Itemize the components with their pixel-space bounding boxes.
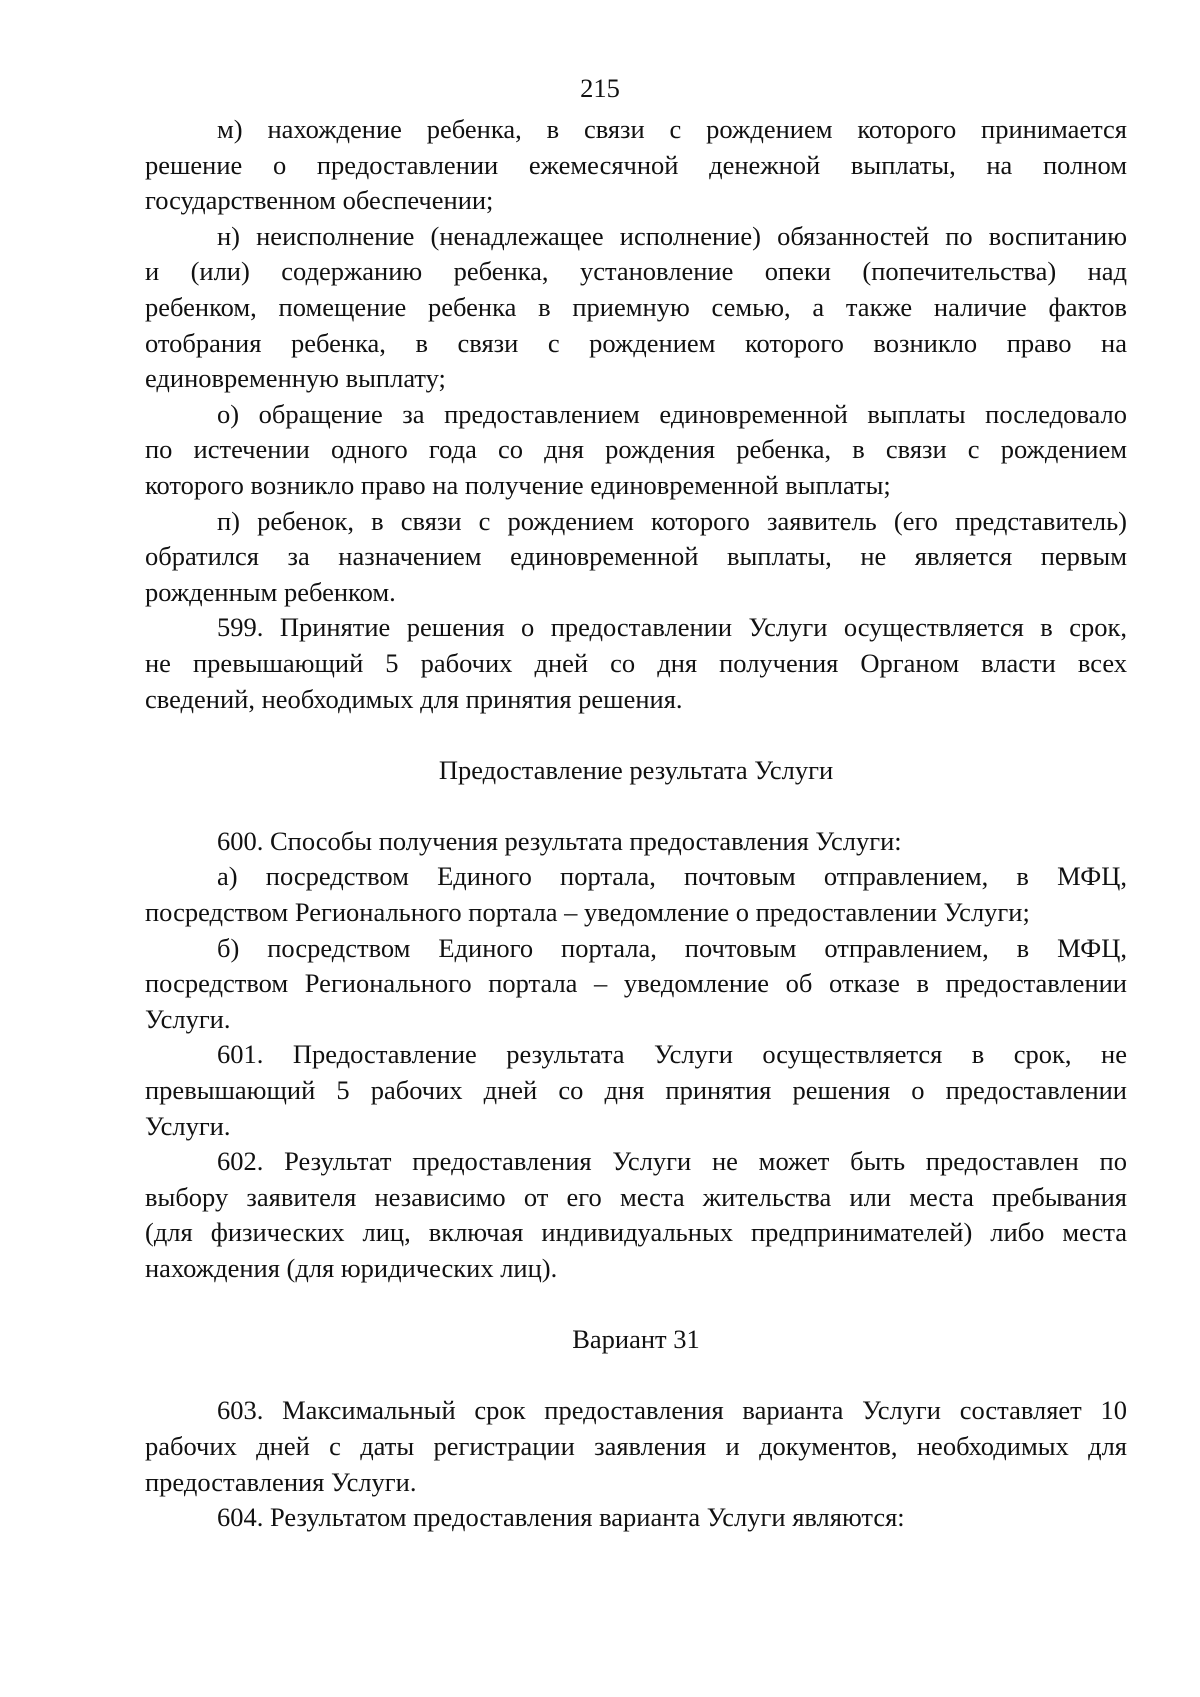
paragraph-line: отобрания ребенка, в связи с рождением которого возникло право на — [145, 327, 1127, 358]
document-body — [145, 112, 1127, 1536]
spacer — [145, 788, 1127, 824]
paragraph-line: выбору заявителя независимо от его места жительства или места пребывания — [145, 1181, 1127, 1212]
paragraph-line: посредством Регионального портала – уведомление о предоставлении Услуги; — [145, 897, 1030, 928]
paragraph — [145, 1500, 1127, 1536]
paragraph — [145, 824, 1127, 860]
section-heading — [145, 717, 1127, 824]
paragraph-line: единовременную выплату; — [145, 363, 446, 394]
paragraph-line: предоставления Услуги. — [145, 1466, 417, 1497]
heading-text: Предоставление результата Услуги — [438, 754, 834, 785]
paragraph — [145, 931, 1127, 1038]
paragraph-line: а) посредством Единого портала, почтовым отправлением, в МФЦ, — [217, 861, 1127, 892]
paragraph-line: рожденным ребенком. — [145, 576, 396, 607]
paragraph-line: рабочих дней с даты регистрации заявления и документов, необходимых для — [145, 1430, 1127, 1461]
paragraph-line: б) посредством Единого портала, почтовым отправлением, в МФЦ, — [217, 932, 1127, 963]
paragraph — [145, 1144, 1127, 1286]
paragraph-line: 603. Максимальный срок предоставления варианта Услуги составляет 10 — [217, 1395, 1127, 1426]
paragraph-line: н) неисполнение (ненадлежащее исполнение) обязанностей по воспитанию — [217, 220, 1127, 251]
paragraph-line: 599. Принятие решения о предоставлении Услуги осуществляется в срок, — [217, 612, 1127, 643]
paragraph-line: государственном обеспечении; — [145, 185, 494, 216]
paragraph-line: посредством Регионального портала – уведомление об отказе в предоставлении — [145, 968, 1127, 999]
section-heading — [145, 1287, 1127, 1394]
paragraph-line: 600. Способы получения результата предоставления Услуги: — [217, 825, 902, 856]
paragraph-line: решение о предоставлении ежемесячной денежной выплаты, на полном — [145, 149, 1127, 180]
spacer — [145, 1287, 1127, 1323]
heading-text: Вариант 31 — [572, 1324, 700, 1355]
paragraph-line: (для физических лиц, включая индивидуальных предпринимателей) либо места — [145, 1217, 1127, 1248]
paragraph — [145, 219, 1127, 397]
paragraph-line: о) обращение за предоставлением единовременной выплаты последовало — [217, 398, 1127, 429]
paragraph — [145, 504, 1127, 611]
paragraph-line: превышающий 5 рабочих дней со дня принятия решения о предоставлении — [145, 1075, 1127, 1106]
paragraph-line: по истечении одного года со дня рождения ребенка, в связи с рождением — [145, 434, 1127, 465]
paragraph-line: не превышающий 5 рабочих дней со дня получения Органом власти всех — [145, 647, 1127, 678]
paragraph — [145, 1037, 1127, 1144]
paragraph-line: нахождения (для юридических лиц). — [145, 1253, 558, 1283]
paragraph-line: обратился за назначением единовременной выплаты, не является первым — [145, 541, 1127, 572]
paragraph-line: 602. Результат предоставления Услуги не может быть предоставлен по — [217, 1146, 1127, 1177]
paragraph-line: и (или) содержанию ребенка, установление опеки (попечительства) над — [145, 256, 1127, 287]
paragraph — [145, 859, 1127, 930]
paragraph-line: Услуги. — [145, 1110, 231, 1141]
page-number: 215 — [580, 73, 620, 103]
paragraph-line: п) ребенок, в связи с рождением которого заявитель (его представитель) — [217, 505, 1127, 536]
paragraph-line: м) нахождение ребенка, в связи с рождением которого принимается — [217, 114, 1127, 144]
paragraph — [145, 610, 1127, 717]
paragraph — [145, 112, 1127, 219]
spacer — [145, 717, 1127, 753]
paragraph-line: которого возникло право на получение единовременной выплаты; — [145, 469, 891, 500]
paragraph — [145, 397, 1127, 504]
paragraph — [145, 1393, 1127, 1500]
paragraph-line: 601. Предоставление результата Услуги осуществляется в срок, не — [217, 1039, 1127, 1070]
paragraph-line: Услуги. — [145, 1003, 231, 1034]
spacer — [145, 1358, 1127, 1394]
paragraph-line: сведений, необходимых для принятия решения. — [145, 683, 683, 714]
paragraph-line: 604. Результатом предоставления варианта Услуги являются: — [217, 1502, 905, 1533]
paragraph-line: ребенком, помещение ребенка в приемную семью, а также наличие фактов — [145, 291, 1127, 322]
